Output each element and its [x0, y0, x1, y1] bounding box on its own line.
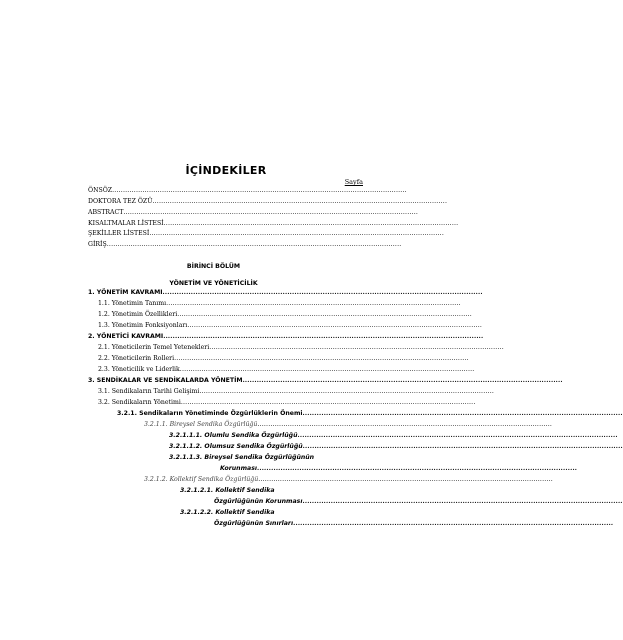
- dot-leader: ........................................................................................................................................: [209, 344, 504, 351]
- part-title: YÖNETİM VE YÖNETİCİLİK: [169, 280, 258, 287]
- dot-leader: ........................................................................................................................................: [166, 300, 461, 307]
- dot-leader: ........................................................................................................................................: [258, 476, 553, 483]
- toc-label: 3.2.1.2.2. Kollektif Sendika: [180, 509, 275, 516]
- toc-label: 1.3. Yönetimin Fonksiyonları: [98, 322, 188, 329]
- toc-entry-level5-line1[interactable]: [180, 509, 339, 519]
- dot-leader: ........................................................................................................................................: [297, 432, 618, 439]
- toc-entry-subsection[interactable]: [98, 300, 461, 310]
- toc-entry-subsection[interactable]: [98, 366, 475, 376]
- toc-entry-preface[interactable]: [88, 187, 407, 197]
- toc-label: 3.2.1.2. Kollektif Sendika Özgürlüğü: [144, 476, 259, 483]
- toc-label: 3.1. Sendikaların Tarihi Gelişimi: [98, 388, 200, 395]
- dot-leader: ........................................................................................................................................: [152, 198, 448, 205]
- toc-entry-level5-line2[interactable]: [220, 465, 578, 475]
- dot-leader: ........................................................................................................................................: [112, 187, 407, 194]
- dot-leader: ........................................................................................................................................: [106, 241, 402, 248]
- toc-label: 3.2.1.1.1. Olumlu Sendika Özgürlüğü: [169, 432, 298, 439]
- toc-label: Korunması: [220, 465, 257, 472]
- toc-label: KISALTMALAR LİSTESİ: [88, 220, 164, 227]
- toc-label: 2.1. Yöneticilerin Temel Yetenekleri: [98, 344, 210, 351]
- dot-leader: ........................................................................................................................................: [163, 220, 459, 227]
- dot-leader: ........................................................................................................................................: [174, 355, 469, 362]
- toc-entry-level5-line2[interactable]: [214, 520, 614, 530]
- toc-entry-level5-line1[interactable]: [180, 487, 339, 497]
- toc-label: 3. SENDİKALAR VE SENDİKALARDA YÖNETİM: [88, 377, 243, 384]
- toc-label: 3.2.1.1.2. Olumsuz Sendika Özgürlüğü: [169, 443, 303, 450]
- toc-label: 3.2.1.1.3. Bireysel Sendika Özgürlüğünün: [169, 454, 315, 461]
- toc-label: ÖNSÖZ: [88, 187, 113, 194]
- toc-entry-abbreviations[interactable]: [88, 220, 459, 230]
- toc-entry-subsection[interactable]: [98, 399, 476, 409]
- toc-label: Özgürlüğünün Korunması: [214, 498, 303, 505]
- toc-entry-level5[interactable]: [169, 432, 618, 442]
- toc-label: 2.2. Yöneticilerin Rolleri: [98, 355, 175, 362]
- toc-entry-subsection[interactable]: [98, 322, 483, 332]
- toc-entry-level5[interactable]: [169, 443, 623, 453]
- dot-leader: ........................................................................................................................................: [149, 230, 445, 237]
- toc-label: 2. YÖNETİCİ KAVRAMI: [88, 333, 164, 340]
- dot-leader: ........................................................................................................................................: [180, 399, 476, 406]
- dot-leader: ........................................................................................................................................: [177, 311, 472, 318]
- dot-leader: ........................................................................................................................................: [242, 377, 563, 384]
- toc-entry-section[interactable]: [88, 377, 563, 387]
- toc-entry-subsection[interactable]: [98, 344, 504, 354]
- dot-leader: ........................................................................................................................................: [293, 520, 614, 527]
- toc-label: 3.2.1. Sendikaların Yönetiminde Özgürlüklerin Önemi: [117, 410, 303, 417]
- toc-label: 3.2.1.1. Bireysel Sendika Özgürlüğü: [144, 421, 258, 428]
- toc-label: ŞEKİLLER LİSTESİ: [88, 230, 150, 237]
- dot-leader: ........................................................................................................................................: [179, 366, 475, 373]
- toc-entry-abstract[interactable]: [88, 209, 419, 219]
- page-column-header: Sayfa: [344, 178, 363, 186]
- toc-label: 3.2. Sendikaların Yönetimi: [98, 399, 181, 406]
- dot-leader: ........................................................................................................................................: [302, 410, 623, 417]
- toc-entry-section[interactable]: [88, 333, 484, 343]
- dot-leader: ........................................................................................................................................: [163, 333, 484, 340]
- toc-entry-level4[interactable]: [144, 476, 553, 486]
- toc-label: 1.2. Yönetimin Özellikleri: [98, 311, 178, 318]
- dot-leader: ........................................................................................................................................: [199, 388, 495, 395]
- toc-label: 1.1. Yönetimin Tanımı: [98, 300, 167, 307]
- dot-leader: ........................................................................................................................................: [302, 498, 623, 505]
- toc-entry-figures[interactable]: [88, 230, 445, 240]
- toc-entry-level5-line2[interactable]: [214, 498, 623, 508]
- dot-leader: ........................................................................................................................................: [257, 465, 578, 472]
- dot-leader: ........................................................................................................................................: [123, 209, 419, 216]
- toc-label: Özgürlüğünün Sınırları: [214, 520, 294, 527]
- toc-entry-introduction[interactable]: [88, 241, 402, 251]
- toc-label: 2.3. Yöneticilik ve Liderlik: [98, 366, 180, 373]
- toc-entry-level5-line1[interactable]: [169, 454, 339, 464]
- toc-entry-level4[interactable]: [144, 421, 553, 431]
- part-heading: BİRİNCİ BÖLÜM: [186, 263, 241, 270]
- toc-label: ABSTRACT: [88, 209, 124, 216]
- toc-label: 3.2.1.2.1. Kollektif Sendika: [180, 487, 275, 494]
- dot-leader: ........................................................................................................................................: [302, 443, 623, 450]
- toc-label: DOKTORA TEZ ÖZÜ: [88, 198, 153, 205]
- dot-leader: ........................................................................................................................................: [162, 289, 483, 296]
- page-title: İÇİNDEKİLER: [185, 164, 267, 177]
- dot-leader: ........................................................................................................................................: [257, 421, 553, 428]
- toc-entry-subsection[interactable]: [98, 388, 495, 398]
- toc-entry-subsubsection[interactable]: [117, 410, 623, 420]
- toc-label: GİRİŞ: [88, 241, 107, 248]
- toc-entry-thesis-summary[interactable]: [88, 198, 448, 208]
- dot-leader: ........................................................................................................................................: [187, 322, 483, 329]
- toc-label: 1. YÖNETİM KAVRAMI: [88, 289, 163, 296]
- toc-entry-subsection[interactable]: [98, 311, 472, 321]
- toc-entry-section[interactable]: [88, 289, 483, 299]
- toc-entry-subsection[interactable]: [98, 355, 469, 365]
